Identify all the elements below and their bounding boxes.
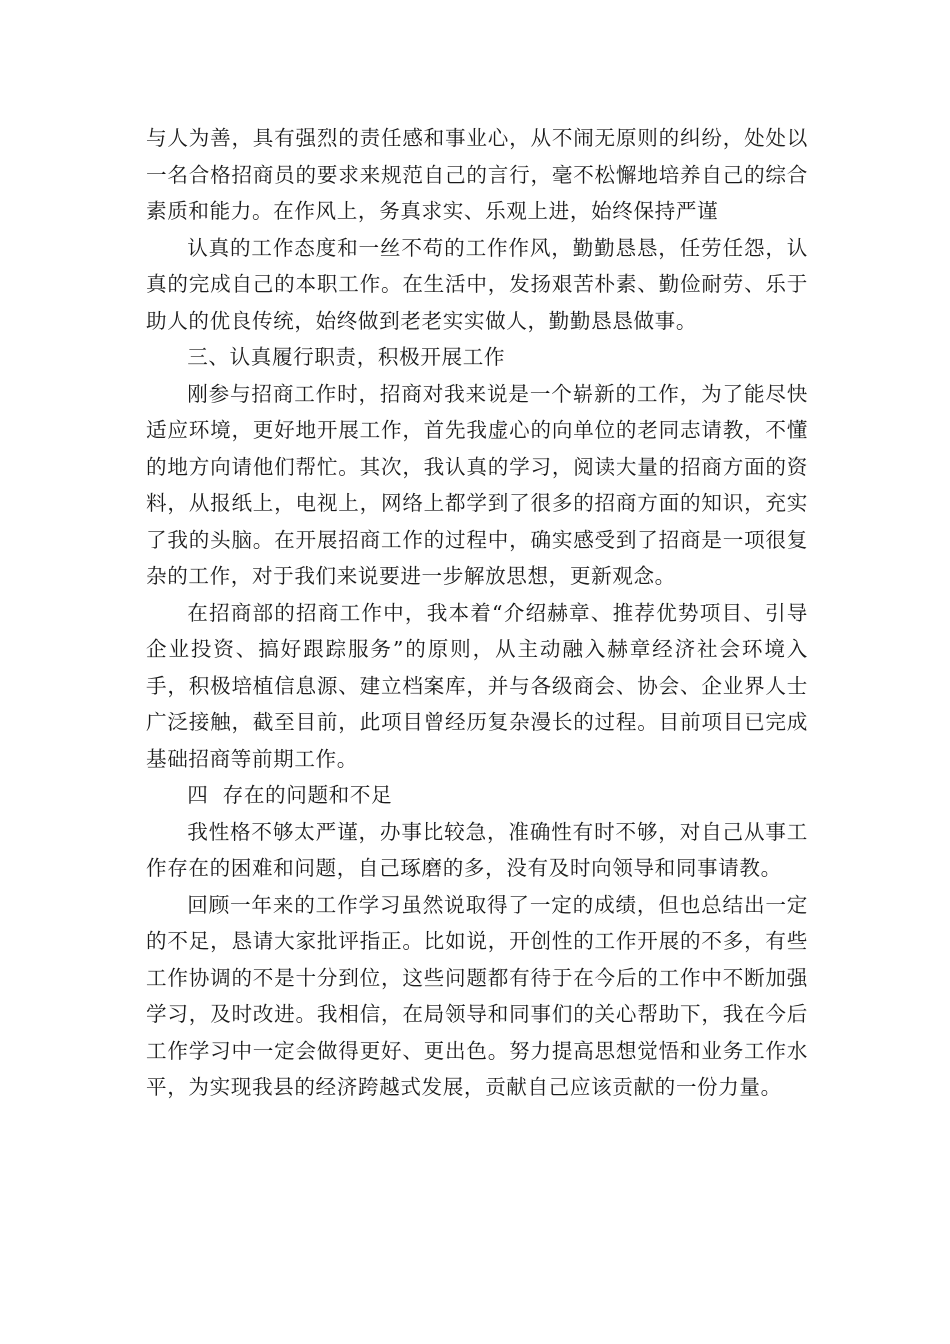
paragraph-8: 回顾一年来的工作学习虽然说取得了一定的成绩，但也总结出一定的不足，恳请大家批评指正。比如说，开创性的工作开展的不多，有些工作协调的不是十分到位，这些问题都有待于在今后的工作中不断加强学习，及时改进。我相信，在局领导和同事们的关心帮助下，我在今后工作学习中一定会做得更好、更出色。努力提高思想觉悟和业务工作水平，为实现我县的经济跨越式发展，贡献自己应该贡献的一份力量。 [146,892,808,1099]
paragraph-7: 我性格不够太严谨，办事比较急，准确性有时不够，对自己从事工作存在的困难和问题，自己琢磨的多，没有及时向领导和同事请教。 [146,819,808,880]
paragraph-4: 刚参与招商工作时，招商对我来说是一个崭新的工作，为了能尽快适应环境，更好地开展工作，首先我虚心的向单位的老同志请教，不懂的地方向请他们帮忙。其次，我认真的学习，阅读大量的招商方面的资料，从报纸上，电视上，网络上都学到了很多的招商方面的知识，充实了我的头脑。在开展招商工作的过程中，确实感受到了招商是一项很复杂的工作，对于我们来说要进一步解放思想，更新观念。 [146,381,808,588]
paragraph-1: 与人为善，具有强烈的责任感和事业心，从不闹无原则的纠纷，处处以一名合格招商员的要求来规范自己的言行，毫不松懈地培养自己的综合素质和能力。在作风上，务真求实、乐观上进，始终保持严谨 [146,126,808,223]
paragraph-2: 认真的工作态度和一丝不苟的工作作风，勤勤恳恳，任劳任怨，认真的完成自己的本职工作。在生活中，发扬艰苦朴素、勤俭耐劳、乐于助人的优良传统，始终做到老老实实做人，勤勤恳恳做事。 [146,235,808,333]
section-heading-3: 三、认真履行职责，积极开展工作 [187,345,506,369]
paragraph-5: 在招商部的招商工作中，我本着“介绍赫章、推荐优势项目、引导企业投资、搞好跟踪服务”的原则，从主动融入赫章经济社会环境入手，积极培植信息源、建立档案库，并与各级商会、协会、企业界人士广泛接触，截至目前，此项目曾经历复杂漫长的过程。目前项目已完成基础招商等前期工作。 [146,600,808,771]
section-heading-4: 四 存在的问题和不足 [187,783,393,807]
document-body [146,120,808,1106]
